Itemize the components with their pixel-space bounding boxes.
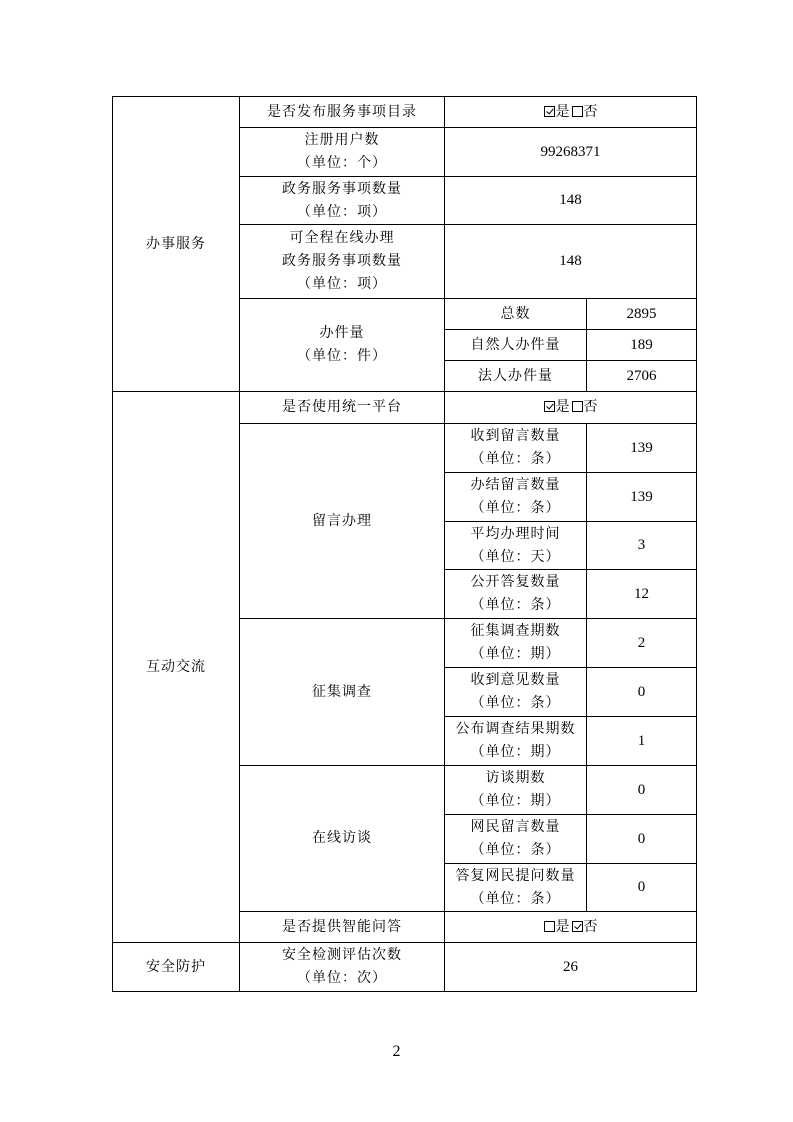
- qa-choice: 是 否: [445, 912, 697, 943]
- avg-time-label: 平均办理时间 （单位：天）: [445, 522, 587, 570]
- natural-value: 189: [587, 330, 697, 361]
- report-table: [112, 96, 697, 992]
- survey-count-label: 征集调查期数 （单位：期）: [445, 619, 587, 668]
- received-value: 139: [587, 424, 697, 473]
- users-value: 99268371: [445, 128, 697, 177]
- received-label: 收到留言数量 （单位：条）: [445, 424, 587, 473]
- page-number: 2: [392, 1043, 401, 1060]
- platform-choice: 是 否: [445, 392, 697, 424]
- users-label: 注册用户数 （单位：个）: [240, 128, 445, 177]
- avg-time-value: 3: [587, 522, 697, 570]
- opinions-label: 收到意见数量 （单位：条）: [445, 668, 587, 717]
- answered-label: 答复网民提问数量 （单位：条）: [445, 864, 587, 912]
- section-security: 安全防护: [113, 943, 240, 992]
- closed-label: 办结留言数量 （单位：条）: [445, 473, 587, 522]
- legal-label: 法人办件量: [445, 361, 587, 392]
- checked-box-icon: [544, 106, 555, 117]
- items-label: 政务服务事项数量 （单位：项）: [240, 177, 445, 225]
- closed-value: 139: [587, 473, 697, 522]
- checks-label: 安全检测评估次数 （单位：次）: [240, 943, 445, 992]
- survey-group: 征集调查: [240, 619, 445, 766]
- online-value: 148: [445, 225, 697, 299]
- answered-value: 0: [587, 864, 697, 912]
- empty-box-icon: [572, 401, 583, 412]
- checks-value: 26: [445, 943, 697, 992]
- online-label: 可全程在线办理 政务服务事项数量 （单位：项）: [240, 225, 445, 299]
- checked-box-icon: [572, 921, 583, 932]
- netizen-msg-label: 网民留言数量 （单位：条）: [445, 815, 587, 864]
- opinions-value: 0: [587, 668, 697, 717]
- cases-label: 办件量 （单位：件）: [240, 299, 445, 392]
- total-label: 总数: [445, 299, 587, 330]
- results-label: 公布调查结果期数 （单位：期）: [445, 717, 587, 766]
- empty-box-icon: [544, 921, 555, 932]
- platform-label: 是否使用统一平台: [240, 392, 445, 424]
- checked-box-icon: [544, 401, 555, 412]
- section-service: 办事服务: [113, 97, 240, 392]
- catalog-label: 是否发布服务事项目录: [240, 97, 445, 128]
- legal-value: 2706: [587, 361, 697, 392]
- interview-count-label: 访谈期数 （单位：期）: [445, 766, 587, 815]
- total-value: 2895: [587, 299, 697, 330]
- items-value: 148: [445, 177, 697, 225]
- interview-count-value: 0: [587, 766, 697, 815]
- public-reply-label: 公开答复数量 （单位：条）: [445, 570, 587, 619]
- public-reply-value: 12: [587, 570, 697, 619]
- messages-group: 留言办理: [240, 424, 445, 619]
- results-value: 1: [587, 717, 697, 766]
- qa-label: 是否提供智能问答: [240, 912, 445, 943]
- interview-group: 在线访谈: [240, 766, 445, 912]
- natural-label: 自然人办件量: [445, 330, 587, 361]
- catalog-choice: 是 否: [445, 97, 697, 128]
- section-interaction: 互动交流: [113, 392, 240, 943]
- survey-count-value: 2: [587, 619, 697, 668]
- netizen-msg-value: 0: [587, 815, 697, 864]
- empty-box-icon: [572, 106, 583, 117]
